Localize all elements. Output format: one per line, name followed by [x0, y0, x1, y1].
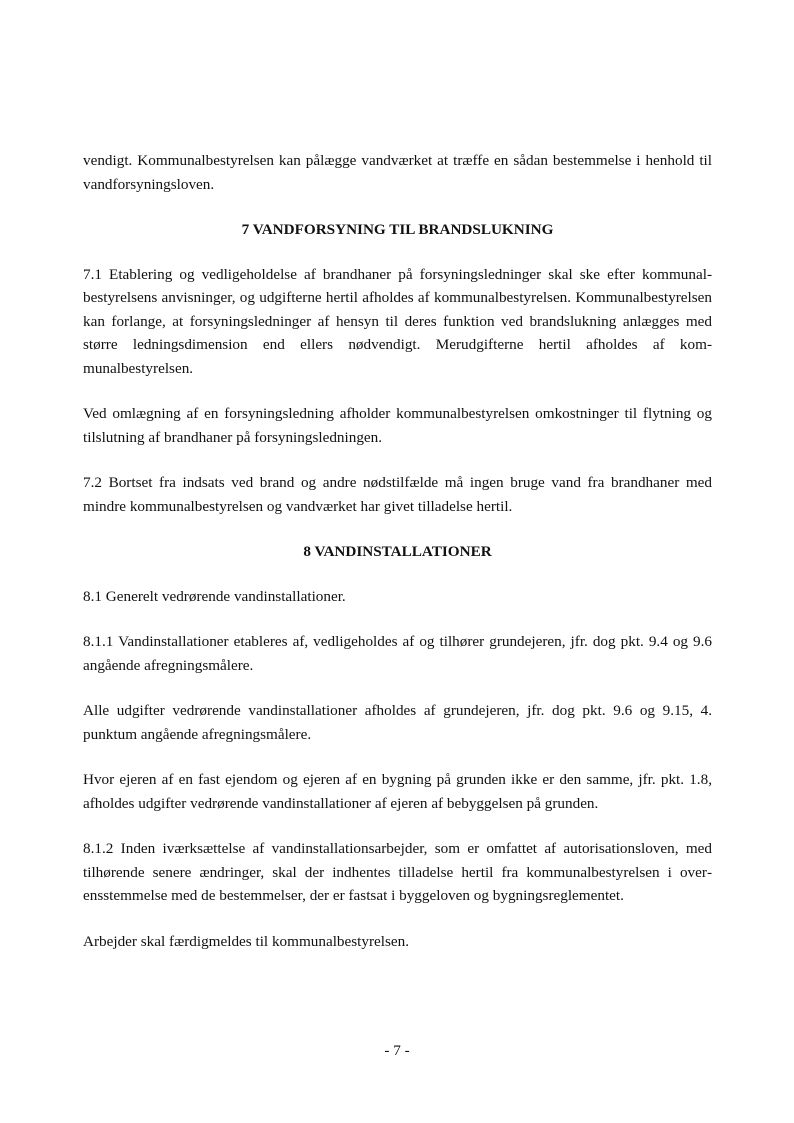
page-number: - 7 - [384, 1042, 410, 1059]
paragraph-8-1: 8.1 Generelt vedrørende vandinstallationer. [83, 587, 346, 605]
paragraph-8-1-2: 8.1.2 Inden iværksættelse af vandinstallationsarbejder, som er omfattet af autorisationsloven, med tilhørende senere ændringer, skal der indhentes tilladelse hertil fra kommunalbestyrelsen i overensstemmelse med de bestemmelser, der er fastsat i byggeloven og bygningsreglementet. [83, 840, 712, 904]
paragraph-8-1-1: 8.1.1 Vandinstallationer etableres af, vedligeholdes af og tilhører grundejeren, jfr. dog pkt. 9.4 og 9.6 angående afregningsmålere. [83, 633, 712, 674]
section-heading-7: 7 VANDFORSYNING TIL BRANDSLUKNING [241, 221, 554, 238]
paragraph-owner: Hvor ejeren af en fast ejendom og ejeren af en bygning på grunden ikke er den samme, jfr. pkt. 1.8, afholdes udgifter vedrørende vandinstallationer af ejeren af bebyggelsen på grunden. [83, 771, 712, 812]
paragraph-continuation: vendigt. Kommunalbestyrelsen kan pålægge vandværket at træffe en sådan bestemmelse i henhold til vandforsyningsloven. [83, 152, 712, 193]
paragraph-7-2: 7.2 Bortset fra indsats ved brand og andre nødstilfælde må ingen bruge vand fra brandhaner med mindre kommunalbestyrelsen og vandværket har givet tilladelse hertil. [83, 474, 712, 515]
page-content [83, 149, 712, 975]
paragraph-7-1: 7.1 Etablering og vedligeholdelse af brandhaner på forsyningsledninger skal ske efter kommunalbestyrelsens anvisninger, og udgifterne hertil afholdes af kommunalbestyrelsen. Kommunalbestyrelsen kan forlange, at forsyningsledninger af hensyn til deres funktion ved brandslukning anlægges med større ledningsdimension end ellers nødvendigt. Merudgifterne hertil afholdes af kommunalbestyrelsen. [83, 265, 712, 377]
paragraph-relocation: Ved omlægning af en forsyningsledning afholder kommunalbestyrelsen omkostninger til flytning og tilslutning af brandhaner på forsyningsledningen. [83, 405, 712, 446]
paragraph-expenses: Alle udgifter vedrørende vandinstallationer afholdes af grundejeren, jfr. dog pkt. 9.6 og 9.15, 4. punktum angående afregningsmålere. [83, 702, 712, 743]
paragraph-completion: Arbejder skal færdigmeldes til kommunalbestyrelsen. [83, 932, 410, 950]
section-heading-8: 8 VANDINSTALLATIONER [303, 543, 492, 560]
